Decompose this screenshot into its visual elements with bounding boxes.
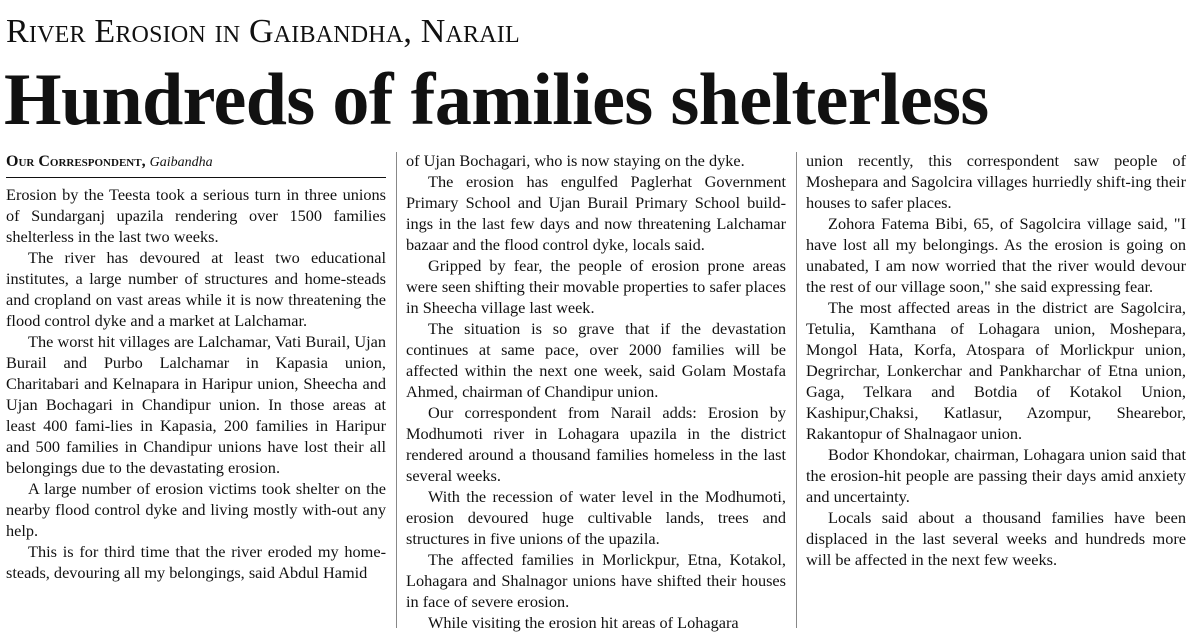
paragraph: Gripped by fear, the people of erosion prone areas were seen shifting their movable properties to safer places in Sheecha village last week. (406, 256, 786, 317)
paragraph: The affected families in Morlickpur, Etna, Kotakol, Lohagara and Shalnagor unions have shifted their houses in face of severe erosion. (406, 550, 786, 611)
paragraph: The worst hit villages are Lalchamar, Vati Burail, Ujan Burail and Purbo Lalchamar in Kapasia union, Charitabari and Kelnapara in Haripur union, Sheecha and Ujan Bochagari in Chandipur union. In those areas at least 400 fami-lies in Kapasia, 200 families in Haripur and 500 families in Chandipur unions have lost their all belongings due to the devastating erosion. (6, 332, 386, 477)
paragraph: Erosion by the Teesta took a serious turn in three unions of Sundarganj upazila rendering over 1500 families shelterless in the last two weeks. (6, 185, 386, 246)
article-column-2 (406, 150, 786, 633)
byline (6, 150, 386, 178)
column-divider (796, 152, 797, 628)
paragraph: Zohora Fatema Bibi, 65, of Sagolcira village said, "I have lost all my belongings. As the erosion is going on unabated, I am now worried that the river would devour the rest of our village soon," she said expressing fear. (806, 214, 1186, 296)
column-divider (396, 152, 397, 628)
paragraph: union recently, this correspondent saw people of Moshepara and Sagolcira villages hurriedly shift-ing their houses to safer places. (806, 151, 1186, 212)
paragraph: Locals said about a thousand families have been displaced in the last several weeks and hundreds more will be affected in the next few weeks. (806, 508, 1186, 569)
paragraph: The river has devoured at least two educational institutes, a large number of structures and home-steads and cropland on vast areas while it is now threatening the flood control dyke and a market at Lalchamar. (6, 248, 386, 330)
paragraph: of Ujan Bochagari, who is now staying on the dyke. (406, 151, 745, 170)
article-column-1 (6, 150, 386, 583)
paragraph: A large number of erosion victims took shelter on the nearby flood control dyke and living mostly with-out any help. (6, 479, 386, 540)
paragraph: Our correspondent from Narail adds: Erosion by Modhumoti river in Lohagara upazila in the district rendered around a thousand families homeless in the last several weeks. (406, 403, 786, 485)
paragraph: With the recession of water level in the Modhumoti, erosion devoured huge cultivable lands, trees and structures in five unions of the upazila. (406, 487, 786, 548)
paragraph: The situation is so grave that if the devastation continues at same pace, over 2000 families will be affected within the next one week, said Golam Mostafa Ahmed, chairman of Chandipur union. (406, 319, 786, 401)
paragraph: The erosion has engulfed Paglerhat Government Primary School and Ujan Burail Primary School build-ings in the last few days and now threatening Lalchamar bazaar and the flood control dyke, locals said. (406, 172, 786, 254)
main-headline: Hundreds of families shelterless (4, 59, 989, 141)
paragraph: While visiting the erosion hit areas of Lohagara (428, 613, 739, 632)
paragraph: The most affected areas in the district are Sagolcira, Tetulia, Kamthana of Lohagara union, Moshepara, Mongol Hata, Korfa, Atospara of Morlickpur union, Degrirchar, Lonkerchar and Pankharchar of Etna union, Gaga, Telkara and Botdia of Kotakol Union, Kashipur,Chaksi, Katlasur, Azompur, Shearebor, Rakantopur of Shalnagaor union. (806, 298, 1186, 443)
article-column-3 (806, 150, 1186, 570)
byline-author: Our Correspondent, (6, 153, 146, 170)
paragraph: This is for third time that the river eroded my home-steads, devouring all my belongings, said Abdul Hamid (6, 542, 386, 582)
paragraph: Bodor Khondokar, chairman, Lohagara union said that the erosion-hit people are passing their days amid anxiety and uncertainty. (806, 445, 1186, 506)
byline-place: Gaibandha (149, 155, 213, 170)
kicker-headline: River Erosion in Gaibandha, Narail (6, 13, 520, 50)
